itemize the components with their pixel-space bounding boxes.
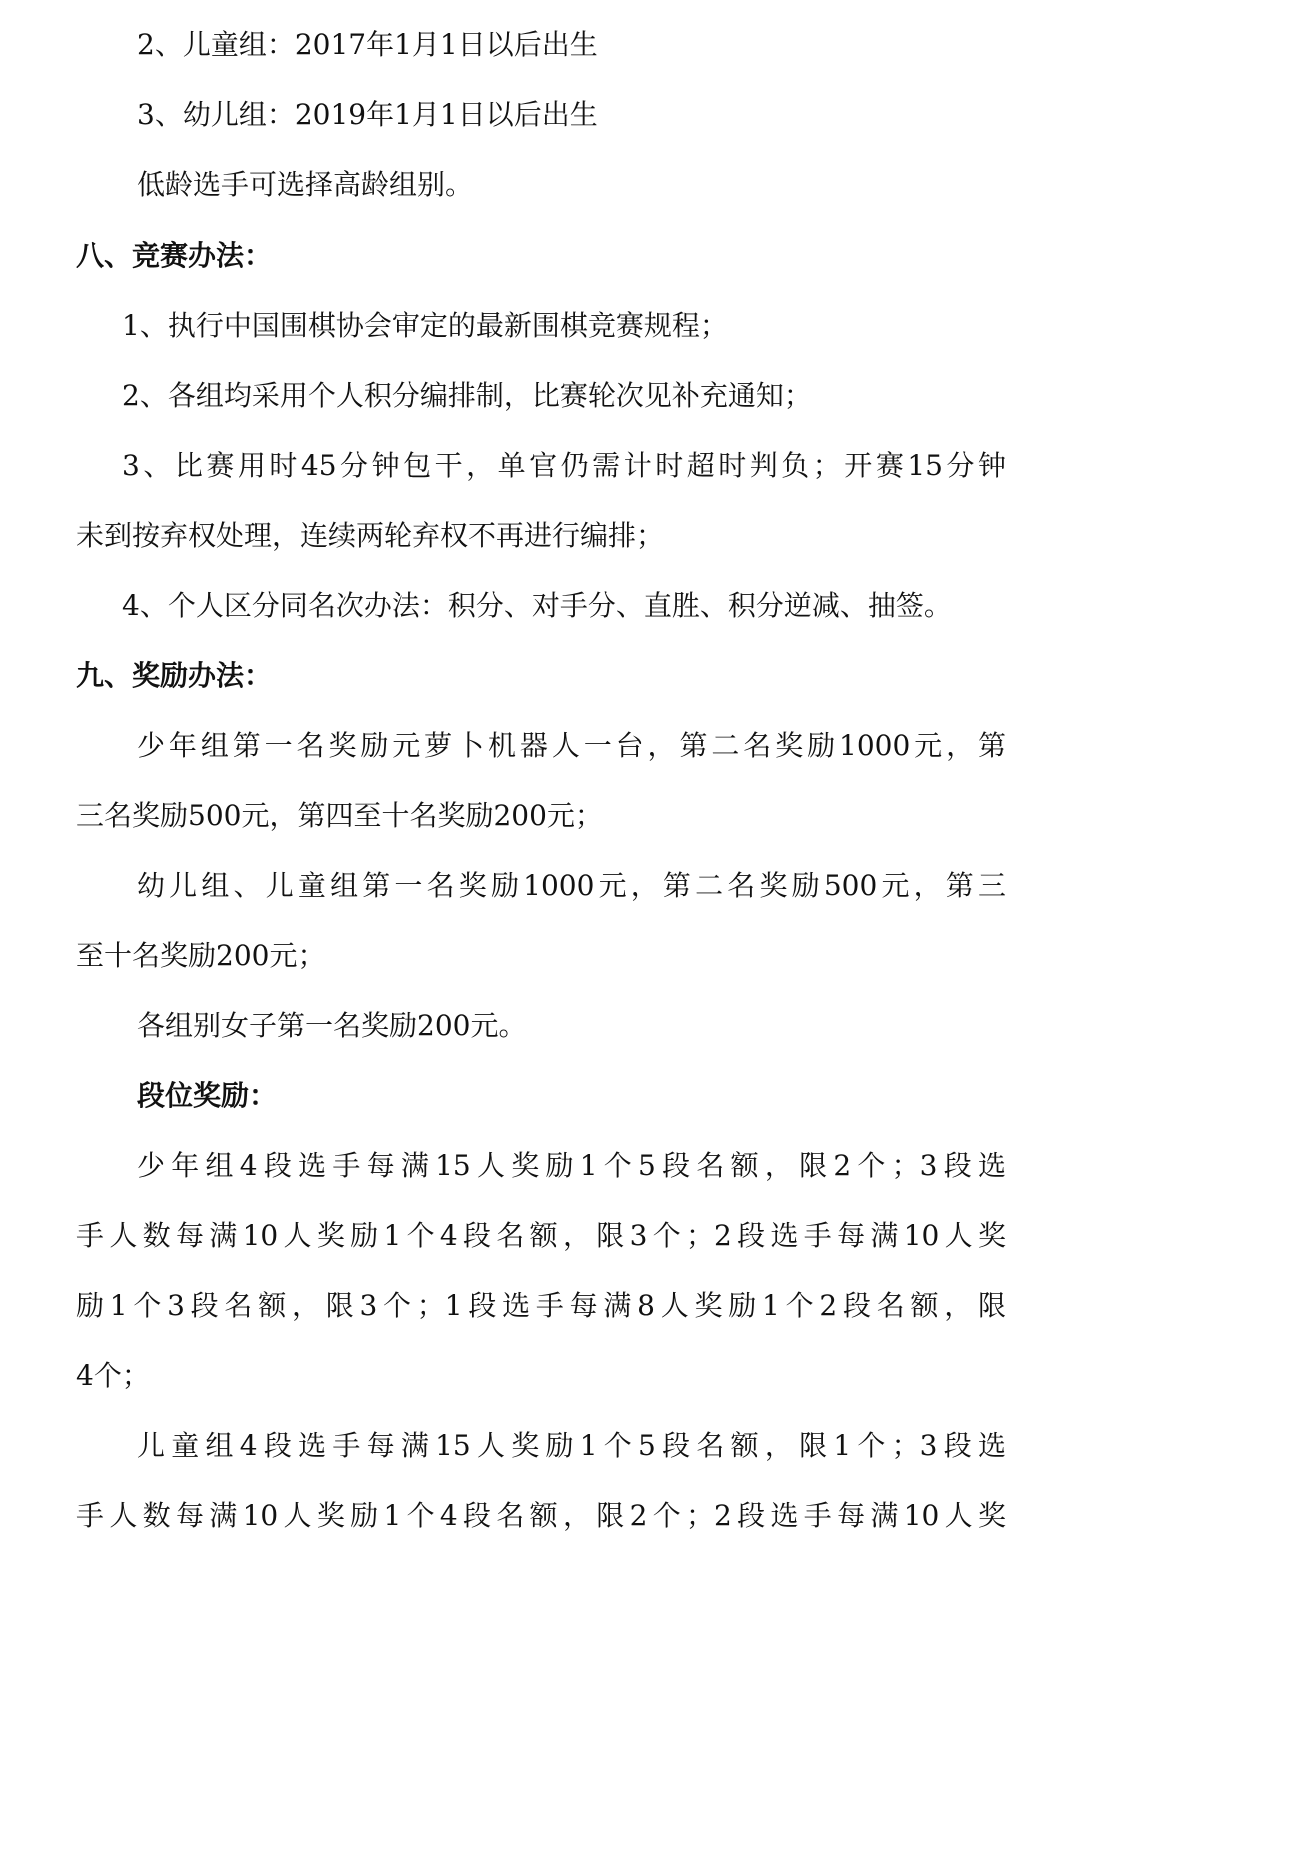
paragraph-line: 励1个3段名额，限3个；1段选手每满8人奖励1个2段名额，限 (76, 1289, 1006, 1322)
section-heading: 九、奖励办法： (76, 659, 273, 692)
paragraph-line: 3、比赛用时45分钟包干，单官仍需计时超时判负；开赛15分钟 (122, 449, 1006, 482)
paragraph-line: 至十名奖励200元； (76, 939, 326, 972)
paragraph-line: 儿童组4段选手每满15人奖励1个5段名额，限1个；3段选 (137, 1429, 1006, 1462)
paragraph-line: 未到按弃权处理，连续两轮弃权不再进行编排； (76, 519, 665, 552)
paragraph-line: 4、个人区分同名次办法：积分、对手分、直胜、积分逆减、抽签。 (122, 589, 952, 622)
paragraph-line: 手人数每满10人奖励1个4段名额，限3个；2段选手每满10人奖 (76, 1219, 1006, 1252)
paragraph-line: 1、执行中国围棋协会审定的最新围棋竞赛规程； (122, 309, 728, 342)
section-heading: 八、竞赛办法： (76, 239, 273, 272)
paragraph-line: 少年组第一名奖励元萝卜机器人一台，第二名奖励1000元，第 (137, 729, 1006, 762)
paragraph-line: 2、儿童组：2017年1月1日以后出生 (137, 28, 598, 61)
paragraph-line: 3、幼儿组：2019年1月1日以后出生 (137, 98, 598, 131)
subsection-heading: 段位奖励： (137, 1079, 278, 1112)
paragraph-line: 少年组4段选手每满15人奖励1个5段名额，限2个；3段选 (137, 1149, 1006, 1182)
paragraph-line: 三名奖励500元，第四至十名奖励200元； (76, 799, 603, 832)
paragraph-line: 2、各组均采用个人积分编排制，比赛轮次见补充通知； (122, 379, 812, 412)
paragraph-line: 各组别女子第一名奖励200元。 (137, 1009, 527, 1042)
paragraph-line: 4个； (76, 1359, 150, 1392)
paragraph-line: 手人数每满10人奖励1个4段名额，限2个；2段选手每满10人奖 (76, 1499, 1006, 1532)
paragraph-line: 低龄选手可选择高龄组别。 (137, 168, 474, 201)
paragraph-line: 幼儿组、儿童组第一名奖励1000元，第二名奖励500元，第三 (137, 869, 1006, 902)
